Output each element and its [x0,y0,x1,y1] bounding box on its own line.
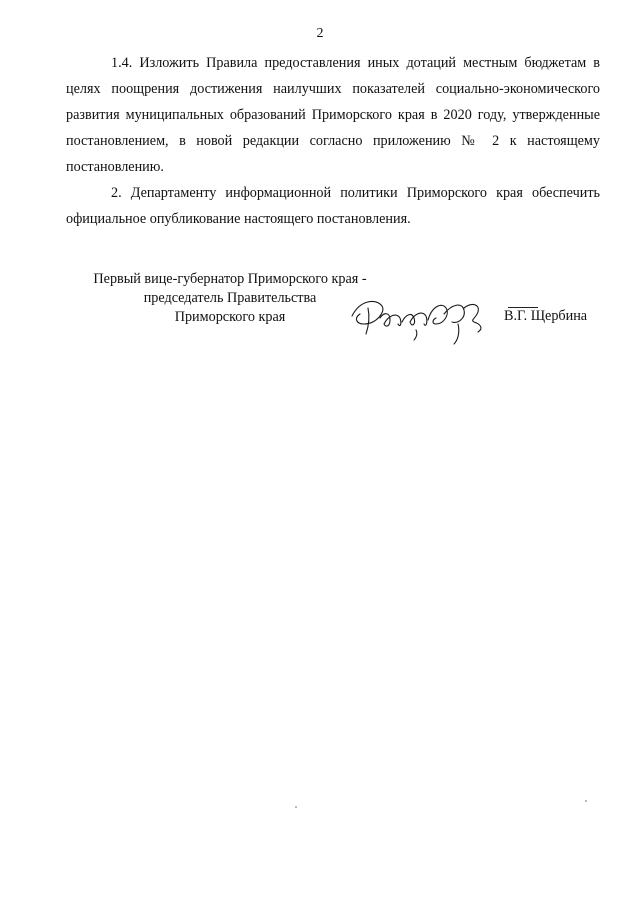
page-number: 2 [316,26,324,41]
scan-speck [585,800,587,802]
paragraph-1-4: 1.4. Изложить Правила предоставления иных дотаций местным бюджетам в целях поощрения достижения наилучших показателей социально-экономического развития муниципальных образований Приморского края в 2020 году, утвержденные постановлением, в новой редакции согласно приложению № 2 к настоящему постановлению. [66,55,600,175]
signature-scribble-icon [346,294,516,346]
signer-position-line-3: Приморского края [174,309,286,325]
signature-block [70,270,600,340]
signer-position-line-1: Первый вице-губернатор Приморского края - [93,271,367,287]
signer-name: В.Г. Щербина [504,308,588,324]
handwritten-signature [346,294,516,346]
signer-position [70,270,390,327]
paragraph-2: 2. Департаменту информационной политики Приморского края обеспечить официальное опубликование настоящего постановления. [66,185,600,227]
document-body [66,50,600,232]
scan-speck [295,806,297,808]
signer-position-line-2: председатель Правительства [143,290,317,306]
